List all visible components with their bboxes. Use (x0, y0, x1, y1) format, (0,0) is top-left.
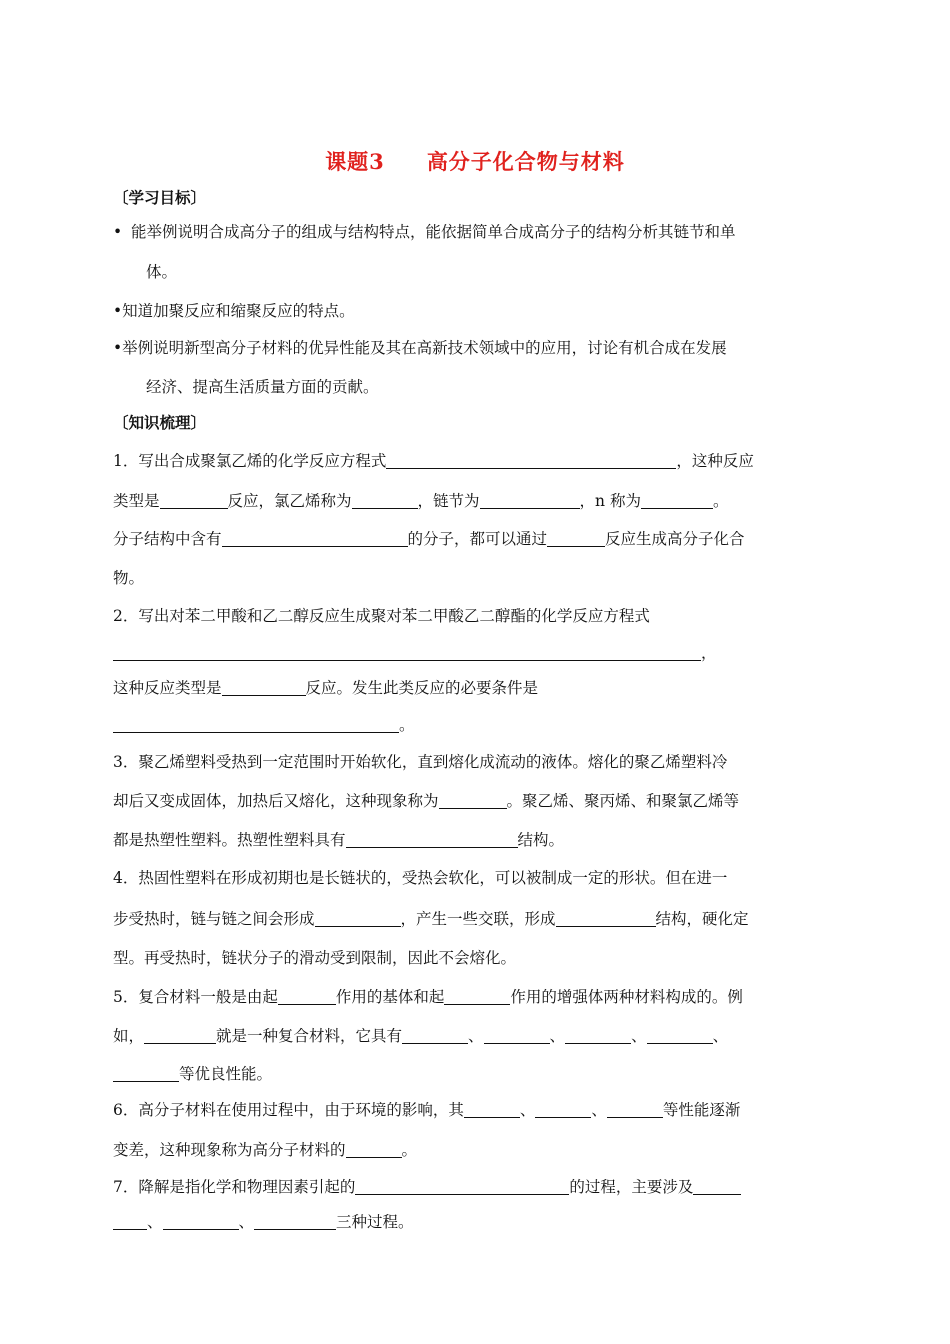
goal-item-2: •知道加聚反应和缩聚反应的特点。 (113, 302, 355, 320)
question-4-line-3: 型。再受热时，链状分子的滑动受到限制，因此不会熔化。 (113, 949, 517, 967)
question-4-line-2: 步受热时，链与链之间会形成 ，产生一些交联，形成 结构，硬化定 (113, 910, 749, 928)
question-2-line-4: 。 (113, 715, 415, 735)
answer-blank[interactable] (144, 1027, 216, 1044)
answer-blank[interactable] (647, 1027, 713, 1044)
goal-item-1-cont: 体。 (146, 263, 178, 281)
question-5-line-1: 5．复合材料一般是由起 作用的基体和起 作用的增强体两种材料构成的。例 (113, 988, 743, 1006)
lesson-name: 高分子化合物与材料 (426, 149, 625, 174)
question-3-line-1: 3．聚乙烯塑料受热到一定范围时开始软化，直到熔化成流动的液体。熔化的聚乙烯塑料冷 (113, 753, 728, 771)
answer-blank[interactable] (402, 1027, 468, 1044)
answer-blank[interactable] (160, 492, 228, 509)
goal-item-3: •举例说明新型高分子材料的优异性能及其在高新技术领域中的应用，讨论有机合成在发展 (113, 339, 727, 357)
question-1-line-2: 类型是 反应，氯乙烯称为 ，链节为 ，n 称为 。 (113, 492, 729, 510)
bullet-icon: • (113, 302, 123, 320)
answer-blank[interactable] (444, 988, 510, 1005)
question-2-line-2: ， (113, 643, 717, 663)
answer-blank[interactable] (607, 1101, 663, 1118)
answer-blank[interactable] (113, 1213, 147, 1230)
question-1-line-4: 物。 (113, 569, 145, 587)
question-6-line-2: 变差，这种现象称为高分子材料的 。 (113, 1141, 418, 1159)
answer-blank[interactable] (556, 910, 656, 927)
answer-blank[interactable] (641, 492, 713, 509)
answer-blank[interactable] (113, 1065, 179, 1082)
question-3-line-2: 却后又变成固体，加热后又熔化，这种现象称为 。聚乙烯、聚丙烯、和聚氯乙烯等 (113, 792, 740, 810)
answer-blank[interactable] (352, 492, 418, 509)
answer-blank[interactable] (547, 530, 605, 547)
answer-blank[interactable] (480, 492, 580, 509)
bullet-icon: • (113, 223, 123, 241)
question-3-line-3: 都是热塑性塑料。热塑性塑料具有 结构。 (113, 831, 565, 849)
question-5-line-2: 如， 就是一种复合材料，它具有 、 、 、 、 (113, 1027, 729, 1045)
answer-blank[interactable] (386, 452, 676, 469)
bullet-icon: • (113, 339, 123, 357)
question-6-line-1: 6．高分子材料在使用过程中，由于环境的影响，其 、 、 等性能逐渐 (113, 1101, 741, 1119)
section-goals: 〔学习目标〕 (113, 188, 207, 207)
answer-blank[interactable] (163, 1213, 239, 1230)
question-2-line-3: 这种反应类型是 反应。发生此类反应的必要条件是 (113, 679, 539, 697)
lesson-number: 课题3 (325, 149, 385, 174)
answer-blank[interactable] (254, 1213, 336, 1230)
answer-blank[interactable] (346, 831, 518, 848)
answer-blank[interactable] (535, 1101, 591, 1118)
question-2-line-1: 2．写出对苯二甲酸和乙二醇反应生成聚对苯二甲酸乙二醇酯的化学反应方程式 (113, 607, 650, 625)
answer-blank[interactable] (113, 716, 399, 733)
question-4-line-1: 4．热固性塑料在形成初期也是长链状的，受热会软化，可以被制成一定的形状。但在进一 (113, 869, 728, 887)
question-1-line-1: 1．写出合成聚氯乙烯的化学反应方程式 ，这种反应 (113, 452, 754, 470)
question-5-line-3: 等优良性能。 (113, 1064, 272, 1084)
goal-item-3-cont: 经济、提高生活质量方面的贡献。 (146, 378, 379, 396)
answer-blank[interactable] (439, 792, 507, 809)
answer-blank[interactable] (113, 644, 701, 661)
answer-blank[interactable] (484, 1027, 550, 1044)
answer-blank[interactable] (222, 679, 306, 696)
question-1-line-3: 分子结构中含有 的分子，都可以通过 反应生成高分子化合 (113, 530, 745, 548)
question-7-line-2: 、 、 三种过程。 (113, 1212, 414, 1232)
answer-blank[interactable] (464, 1101, 520, 1118)
question-7-line-1: 7．降解是指化学和物理因素引起的 的过程，主要涉及 (113, 1177, 741, 1197)
answer-blank[interactable] (346, 1141, 402, 1158)
answer-blank[interactable] (278, 988, 336, 1005)
goal-item-1: • 能举例说明合成高分子的组成与结构特点，能依据简单合成高分子的结构分析其链节和单 (113, 223, 736, 241)
answer-blank[interactable] (222, 530, 408, 547)
answer-blank[interactable] (355, 1178, 569, 1195)
page-title (0, 146, 950, 176)
answer-blank[interactable] (565, 1027, 631, 1044)
section-knowledge: 〔知识梳理〕 (113, 413, 207, 432)
answer-blank[interactable] (693, 1178, 741, 1195)
answer-blank[interactable] (315, 910, 401, 927)
